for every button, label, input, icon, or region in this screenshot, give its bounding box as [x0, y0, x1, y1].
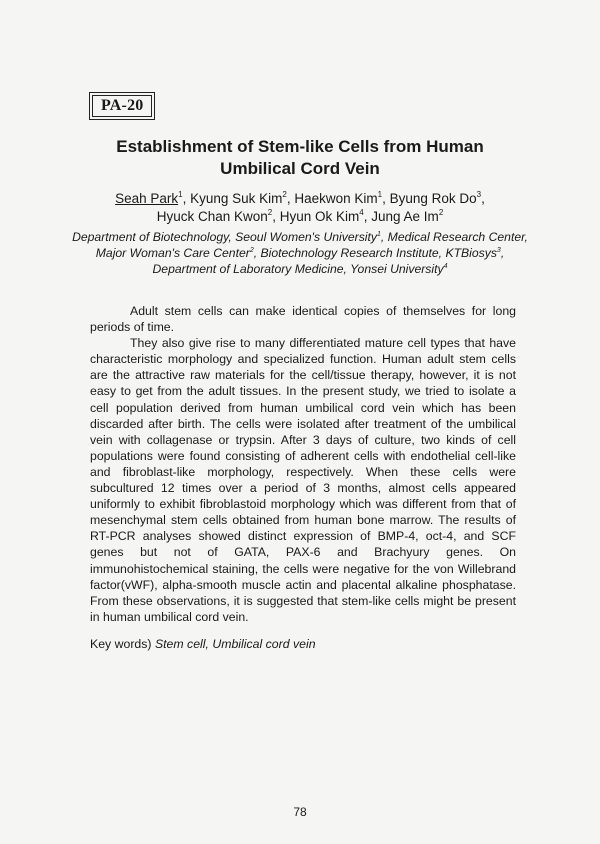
author-affiliation-index: 2	[438, 208, 444, 217]
abstract-paragraph: They also give rise to many differentiated mature cell types that have characteristic morphology and specialized function. Human adult stem cells are the attractive raw materials for the cell/tissue therapy, however, it is not easy to get from the adult tissues. In the present study, we tried to isolate a cell population derived from human umbilical cord vein which has been discarded after birth. The cells were isolated after treatment of the umbilical vein with collagenase or trypsin. After 3 days of culture, two kinds of cell populations were found consisting of adherent cells with endothelial cell-like and fibroblast-like morphology, respectively. When these cells were subcultured 12 times over a period of 3 months, almost cells appeared uniformly to exhibit fibroblastoid morphology which was different from that of mesenchymal stem cells obtained from human bone marrow. The results of RT-PCR analyses showed distinct expression of BMP-4, oct-4, and SCF genes but not of GATA, PAX-6 and Brachyury genes. On immunohistochemical staining, the cells were negative for the von Willebrand factor(vWF), alpha-smooth muscle actin and placental alkaline phosphatase. From these observations, it is suggested that stem-like cells might be present in human umbilical cord vein.	[90, 336, 516, 624]
paper-title	[60, 136, 540, 180]
author-name: Jung Ae Im	[371, 209, 439, 224]
affiliation-index: 2	[249, 247, 254, 254]
title-line-1: Establishment of Stem-like Cells from Human	[116, 137, 484, 156]
author-affiliation-index: 4	[359, 208, 364, 217]
author-affiliation-index: 3	[476, 190, 482, 199]
author-affiliation-index: 1	[178, 190, 183, 199]
author-name: Hyun Ok Kim	[279, 209, 360, 224]
affiliation: Biotechnology Research Institute, KTBiosys	[260, 246, 497, 260]
poster-id-box	[89, 92, 155, 120]
affiliation: Department of Biotechnology, Seoul Women's University	[72, 230, 377, 244]
author-line-1: Seah Park$^1$, Kyung Suk Kim$^2$, Haekwon Kim$^1$, Byung Rok Do$^3$,	[115, 190, 485, 206]
affiliation: Department of Laboratory Medicine, Yonsei University	[152, 262, 444, 276]
author-name: Seah Park	[115, 191, 179, 206]
abstract-paragraph: Adult stem cells can make identical copies of themselves for long periods of time.	[90, 304, 516, 335]
abstract	[90, 303, 516, 625]
affiliations: Department of Biotechnology, Seoul Women's University$^1$, Medical Research Center, Major Woman's Care Center$^2$, Biotechnology Research Institute, KTBiosys$^3$, Department of Laboratory Medicine, Yonsei University$^4$	[72, 230, 528, 276]
affiliation-index: 4	[443, 263, 448, 270]
author-affiliation-index: 2	[267, 208, 273, 217]
page-number: 78	[293, 805, 307, 819]
title-line-2: Umbilical Cord Vein	[220, 159, 380, 178]
author-name: Kyung Suk Kim	[190, 191, 283, 206]
poster-id: PA-20	[92, 95, 152, 117]
author-line-2: Hyuck Chan Kwon$^2$, Hyun Ok Kim$^4$, Jung Ae Im$^2$	[156, 208, 444, 224]
keywords-values: Stem cell, Umbilical cord vein	[154, 637, 316, 651]
affiliation: Medical Research Center, Major Woman's Care Center	[95, 230, 528, 260]
author-name: Haekwon Kim	[294, 191, 378, 206]
author-name: Hyuck Chan Kwon	[156, 209, 268, 224]
keywords	[90, 637, 316, 651]
keywords-label: Key words)	[90, 637, 152, 651]
author-affiliation-index: 2	[282, 190, 287, 199]
affiliation-index: 3	[496, 247, 501, 254]
author-name: Byung Rok Do	[389, 191, 477, 206]
author-affiliation-index: 1	[377, 190, 383, 199]
author-list	[60, 190, 540, 226]
affiliation-index: 1	[376, 231, 381, 238]
